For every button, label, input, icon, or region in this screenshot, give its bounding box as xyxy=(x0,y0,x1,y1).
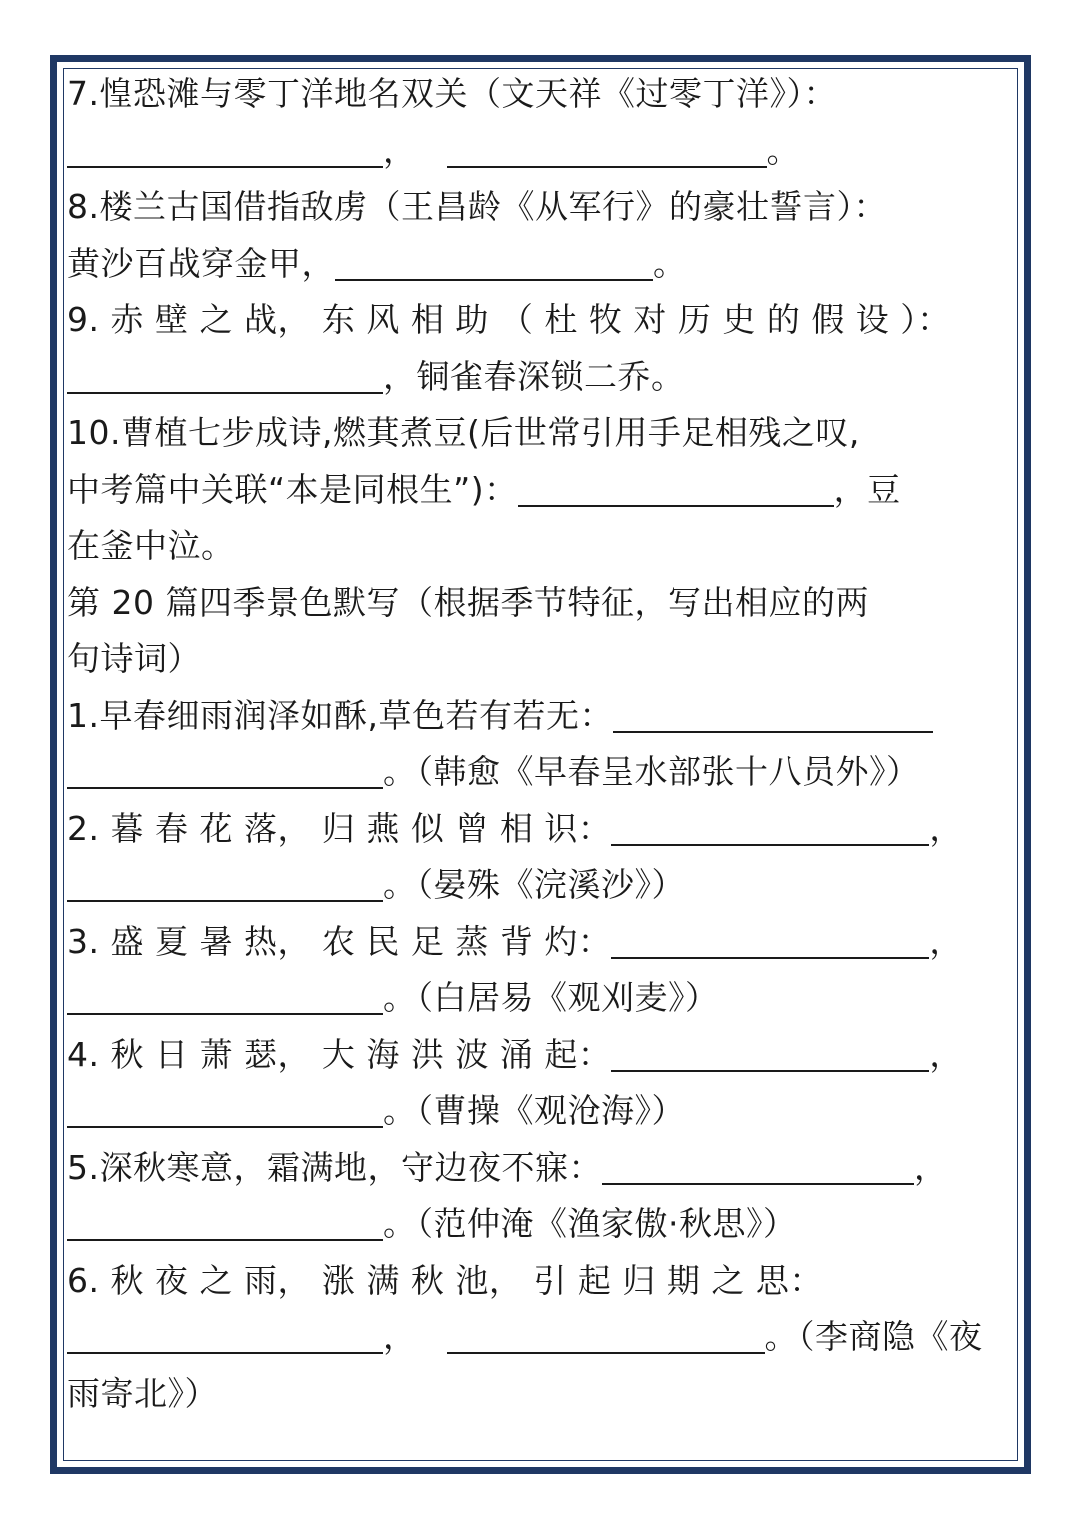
s-q2-source: 。（晏殊《浣溪沙》） xyxy=(383,865,685,904)
q8-title: 8.楼兰古国借指敌虏（王昌龄《从军行》的豪壮誓言）： xyxy=(67,187,887,226)
s-q4-source: 。（曹操《观沧海》） xyxy=(383,1091,685,1130)
q10-blank[interactable] xyxy=(518,467,834,507)
s-q2-blank-1[interactable] xyxy=(611,806,929,846)
q9-answer-line xyxy=(67,349,1013,406)
worksheet-content xyxy=(67,66,1013,1422)
s-q5-title: 5.深秋寒意，霜满地，守边夜不寐： xyxy=(67,1147,602,1187)
q8-given: 黄沙百战穿金甲， xyxy=(67,243,335,283)
q7-answer-line xyxy=(67,123,1013,180)
s-q6-source-end: 雨寄北》） xyxy=(67,1373,218,1413)
s-q3-title: 3. 盛 夏 暑 热， 农 民 足 蒸 背 灼： xyxy=(67,921,612,961)
section-heading-line2: 句诗词） xyxy=(67,639,201,678)
s-q6-comma: ， xyxy=(383,1317,417,1356)
s-q5-source: 。（范仲淹《渔家傲·秋思》） xyxy=(383,1204,797,1243)
s-q5-answer-line xyxy=(67,1196,1013,1253)
q7-blank-1[interactable] xyxy=(67,128,383,168)
s-q1-title-line xyxy=(67,688,1013,745)
s-q4-title: 4. 秋 日 萧 瑟， 大 海 洪 波 涌 起： xyxy=(67,1034,612,1074)
q7-comma: ， xyxy=(383,130,417,170)
s-q2-answer-line xyxy=(67,857,1013,914)
s-q3-answer-line xyxy=(67,970,1013,1027)
s-q6-answer-line xyxy=(67,1309,1013,1366)
s-q6-title: 6. 秋 夜 之 雨， 涨 满 秋 池， 引 起 归 期 之 思： xyxy=(67,1260,823,1300)
s-q3-title-line xyxy=(67,914,1013,971)
s-q5-title-line xyxy=(67,1140,1013,1197)
q10-line3: 在釜中泣。 xyxy=(67,526,235,565)
q9-title: 9. 赤 壁 之 战， 东 风 相 助 （ 杜 牧 对 历 史 的 假 设 ）： xyxy=(67,300,951,339)
q8-answer-line xyxy=(67,236,1013,293)
s-q2-blank-2[interactable] xyxy=(67,862,383,902)
s-q3-blank-2[interactable] xyxy=(67,975,383,1015)
s-q1-source: 。（韩愈《早春呈水部张十八员外》） xyxy=(383,752,920,791)
s-q4-blank-1[interactable] xyxy=(611,1032,929,1072)
q7-end: 。 xyxy=(766,130,800,170)
s-q2-comma: ， xyxy=(929,808,963,848)
s-q4-title-line xyxy=(67,1027,1013,1084)
s-q4-answer-line xyxy=(67,1083,1013,1140)
s-q1-answer-line xyxy=(67,744,1013,801)
q10-line2-text: 中考篇中关联“本是同根生”)： xyxy=(67,469,518,509)
section-heading-line1: 第 20 篇四季景色默写（根据季节特征，写出相应的两 xyxy=(67,582,869,622)
q8-end: 。 xyxy=(653,243,687,283)
s-q6-source: 。（李商隐《夜 xyxy=(764,1317,983,1356)
s-q3-comma: ， xyxy=(929,921,963,961)
q7-title: 7.惶恐滩与零丁洋地名双关（文天祥《过零丁洋》）： xyxy=(67,74,837,113)
q10-line2-end: ，豆 xyxy=(833,469,901,509)
s-q5-blank-2[interactable] xyxy=(67,1201,383,1241)
s-q4-blank-2[interactable] xyxy=(67,1088,383,1128)
q9-blank[interactable] xyxy=(67,354,383,394)
s-q2-title-line xyxy=(67,801,1013,858)
s-q1-blank-2[interactable] xyxy=(67,749,383,789)
q10-title: 10.曹植七步成诗,燃萁煮豆(后世常引用手足相残之叹, xyxy=(67,413,860,452)
s-q1-title: 1.早春细雨润泽如酥,草色若有若无： xyxy=(67,695,613,735)
s-q6-blank-1[interactable] xyxy=(67,1314,383,1354)
s-q6-blank-2[interactable] xyxy=(447,1314,765,1354)
s-q5-comma: ， xyxy=(914,1147,948,1187)
q10-answer-line xyxy=(67,462,1013,519)
s-q1-blank-1[interactable] xyxy=(613,693,933,733)
s-q4-comma: ， xyxy=(929,1034,963,1074)
q8-blank[interactable] xyxy=(335,241,653,281)
q9-given: ，铜雀春深锁二乔。 xyxy=(383,356,685,396)
s-q2-title: 2. 暮 春 花 落， 归 燕 似 曾 相 识： xyxy=(67,808,612,848)
s-q3-source: 。（白居易《观刈麦》） xyxy=(383,978,719,1017)
s-q3-blank-1[interactable] xyxy=(611,919,929,959)
s-q5-blank-1[interactable] xyxy=(602,1145,914,1185)
q7-blank-2[interactable] xyxy=(447,128,767,168)
